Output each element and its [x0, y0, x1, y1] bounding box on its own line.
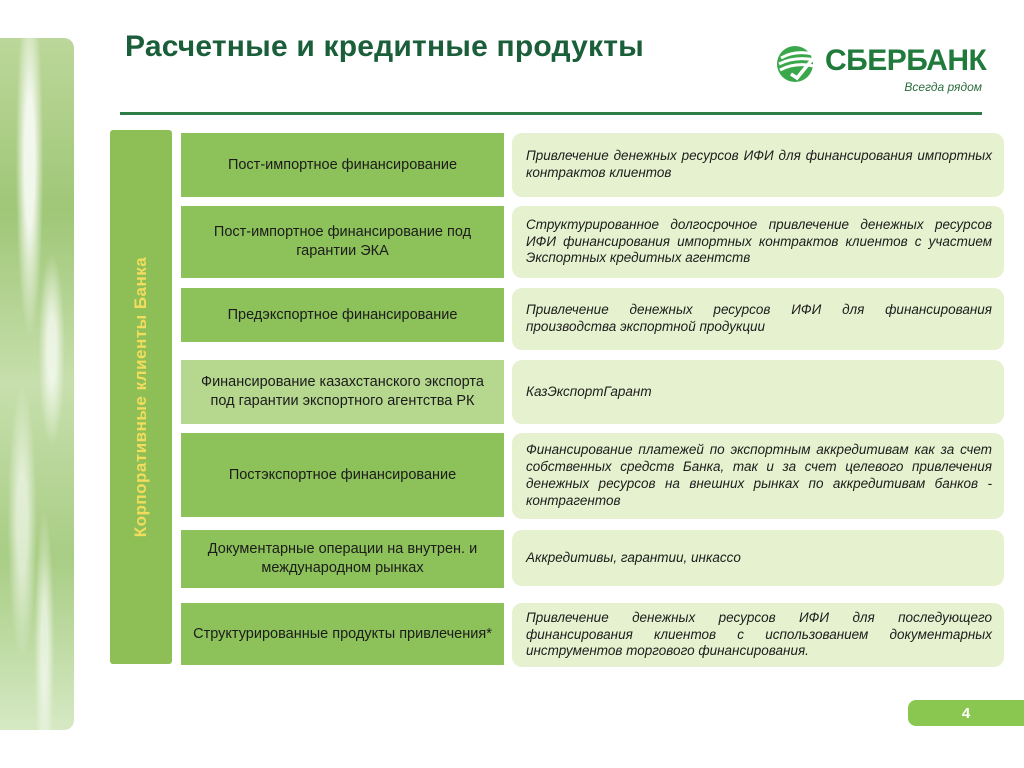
- product-cell: Пост-импортное финансирование под гарантии ЭКА: [181, 206, 504, 278]
- page-title: Расчетные и кредитные продукты: [125, 30, 644, 63]
- product-cell: Документарные операции на внутрен. и международном рынках: [181, 530, 504, 588]
- description-cell: [512, 530, 1004, 586]
- description-cell: [512, 133, 1004, 197]
- page-number: 4: [908, 700, 1024, 726]
- product-cell: Финансирование казахстанского экспорта под гарантии экспортного агентства РК: [181, 360, 504, 424]
- description-text: Финансирование платежей по экспортным аккредитивам как за счет собственных средств Банка, так и за счет целевого привлечения денежных ресурсов на внешних рынках по аккредитивам банков - контрагентов: [526, 442, 992, 508]
- description-text: Привлечение денежных ресурсов ИФИ для финансирования импортных контрактов клиентов: [526, 148, 992, 180]
- description-cell: [512, 288, 1004, 350]
- product-cell: Постэкспортное финансирование: [181, 433, 504, 517]
- product-cell: Структурированные продукты привлечения*: [181, 603, 504, 665]
- logo-tagline: Всегда рядом: [904, 80, 982, 94]
- description-text: Аккредитивы, гарантии, инкассо: [526, 549, 741, 565]
- description-cell: [512, 433, 1004, 519]
- description-cell: [512, 603, 1004, 667]
- description-text: Структурированное долгосрочное привлечение денежных ресурсов ИФИ финансирования импортных контрактов клиентов с участием Экспортных кредитных агентств: [526, 216, 992, 266]
- sberbank-logo-icon: [775, 44, 819, 84]
- description-cell: [512, 206, 1004, 278]
- description-text: Привлечение денежных ресурсов ИФИ для финансирования производства экспортной продукции: [526, 302, 992, 334]
- logo-name: СБЕРБАНК: [825, 44, 987, 77]
- product-cell: Предэкспортное финансирование: [181, 288, 504, 342]
- description-text: КазЭкспортГарант: [526, 383, 652, 399]
- decorative-leaf-strip: [0, 38, 74, 730]
- header-divider: [120, 112, 982, 115]
- description-cell: [512, 360, 1004, 424]
- sberbank-logo: [775, 44, 990, 96]
- product-cell: Пост-импортное финансирование: [181, 133, 504, 197]
- description-text: Привлечение денежных ресурсов ИФИ для последующего финансирования клиентов с использованием документарных инструментов торгового финансирования.: [526, 609, 992, 659]
- side-label: Корпоративные клиенты Банка: [131, 256, 150, 538]
